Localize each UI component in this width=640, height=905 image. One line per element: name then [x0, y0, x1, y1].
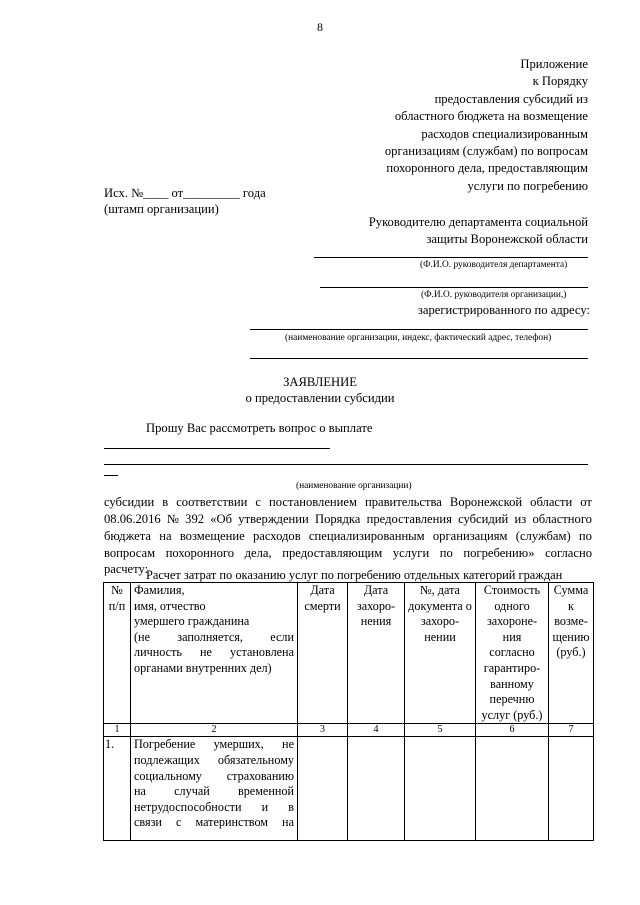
table-title: Расчет затрат по оказанию услуг по погребению отдельных категорий граждан: [146, 568, 563, 582]
document-subtitle: о предоставлении субсидии: [245, 391, 395, 405]
col-number: 4: [348, 724, 405, 737]
org-head-caption: (Ф.И.О. руководителя организации,): [421, 290, 567, 300]
table-row: [104, 737, 594, 841]
department-head-caption: (Ф.И.О. руководителя департамента): [420, 260, 568, 270]
col-number: 3: [298, 724, 348, 737]
col-number: 2: [131, 724, 298, 737]
org-address-fill-line-2[interactable]: [250, 358, 588, 359]
org-name-caption: (наименование организации): [296, 481, 412, 491]
org-name-fill-line-2[interactable]: [104, 464, 588, 465]
paragraph-line: вопросам похоронного дела, предоставляющим услуги по погребению» согласно: [104, 546, 592, 560]
appendix-line: услуги по погребению: [467, 178, 588, 193]
column-number-row: [104, 724, 594, 737]
col-number: 1: [104, 724, 131, 737]
col-number: 5: [405, 724, 476, 737]
amount-cell[interactable]: [549, 737, 594, 841]
col-header-death-date: Дата смерти: [298, 583, 348, 724]
paragraph-line: 08.06.2016 № 392 «Об утверждении Порядка предоставления субсидий из областного: [104, 512, 592, 526]
col-number: 7: [549, 724, 594, 737]
outgoing-number-field[interactable]: Исх. №____ от_________ года: [104, 186, 266, 200]
page-number: 8: [317, 20, 323, 34]
burial-date-cell[interactable]: [348, 737, 405, 841]
col-header-cost: Стоимость одного захороне-ния согласно гарантиро-ванному перечню услуг (руб.): [476, 583, 549, 724]
addressee-line: защиты Воронежской области: [426, 232, 588, 247]
paragraph-line: субсидии в соответствии с постановлением правительства Воронежской области от: [104, 495, 592, 509]
addressee-line: Руководителю департамента социальной: [368, 215, 588, 229]
col-header-name: Фамилия, имя, отчество умершего гражданина (не заполняется, если личность не установлена органами внутренних дел): [131, 583, 298, 724]
table-header-row: [104, 583, 594, 724]
org-name-fill-line-3[interactable]: [104, 475, 118, 476]
col-header-document: №, дата документа о захоро-нении: [405, 583, 476, 724]
appendix-line: к Порядку: [532, 74, 588, 89]
appendix-header: [385, 56, 588, 195]
addressee-block: [369, 214, 588, 249]
org-head-fill-line[interactable]: [320, 287, 588, 288]
row-category: Погребение умерших, не подлежащих обязательному социальному страхованию на случай временной нетрудоспособности и в связи с материнством на: [131, 737, 298, 841]
death-date-cell[interactable]: [298, 737, 348, 841]
appendix-line: предоставления субсидий из: [434, 91, 588, 106]
department-head-fill-line[interactable]: [314, 257, 588, 258]
org-name-fill-line-1[interactable]: [104, 448, 330, 449]
document-title: ЗАЯВЛЕНИЕ: [283, 375, 357, 389]
document-cell[interactable]: [405, 737, 476, 841]
org-address-fill-line[interactable]: [250, 329, 588, 330]
col-number: 6: [476, 724, 549, 737]
appendix-line: Приложение: [520, 57, 588, 71]
row-number: 1.: [104, 737, 131, 841]
outgoing-reference: [104, 185, 266, 217]
org-address-caption: (наименование организации, индекс, фактический адрес, телефон): [285, 333, 552, 343]
request-text: Прошу Вас рассмотреть вопрос о выплате: [146, 421, 373, 435]
paragraph-last-line: расчету:: [104, 562, 149, 576]
col-header-burial-date: Дата захоро-нения: [348, 583, 405, 724]
cost-cell[interactable]: [476, 737, 549, 841]
col-header-amount: Сумма к возме-щению (руб.): [549, 583, 594, 724]
registered-address-label: зарегистрированного по адресу:: [417, 303, 590, 317]
appendix-line: расходов специализированным: [421, 126, 588, 141]
calculation-table: [103, 582, 594, 841]
paragraph-line: бюджета на возмещение расходов специализированным организациям (службам) по: [104, 529, 592, 543]
appendix-line: организациям (службам) по вопросам: [384, 144, 588, 159]
col-header-num: № п/п: [104, 583, 131, 724]
appendix-line: областного бюджета на возмещение: [394, 109, 588, 124]
appendix-line: похоронного дела, предоставляющим: [386, 161, 588, 176]
stamp-label: (штамп организации): [104, 202, 219, 216]
